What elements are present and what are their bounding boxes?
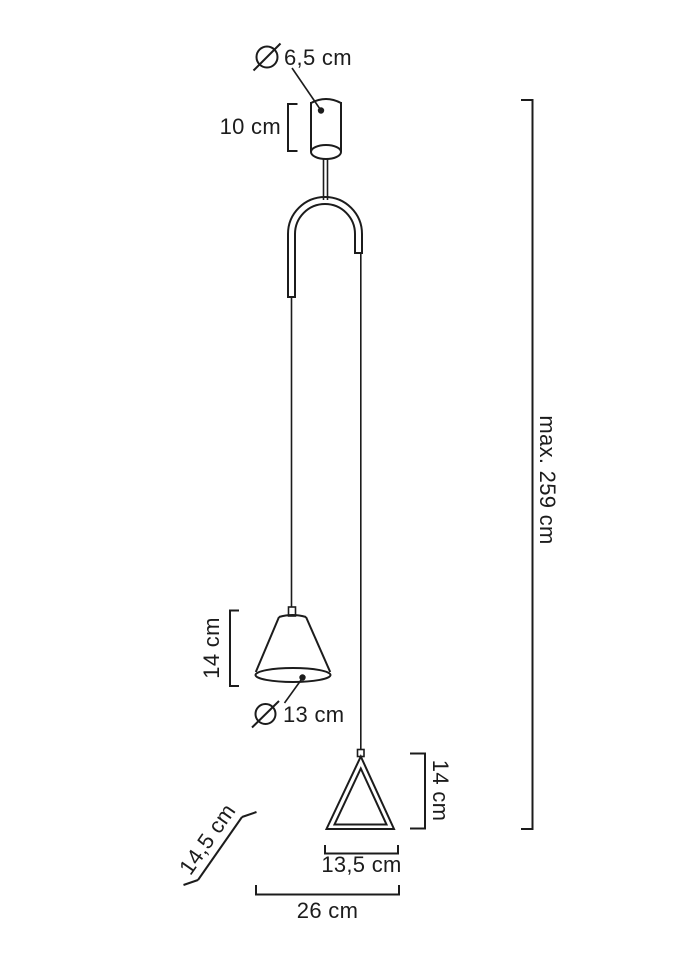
canopy-diameter-dimension [254, 44, 352, 114]
shade-depth-dimension [174, 799, 256, 885]
canopy-diameter-label: 6,5 cm [284, 45, 352, 70]
max-height-bracket [521, 100, 533, 829]
depth-top-tick [242, 812, 257, 817]
max-height-label: max. 259 cm [535, 415, 560, 545]
triangle-height-bracket [410, 754, 425, 829]
shade-depth-label: 14,5 cm [174, 799, 241, 880]
cone-height-dimension [199, 611, 239, 687]
ceiling-canopy [311, 99, 341, 159]
cone-height-bracket [230, 611, 239, 687]
canopy-height-label: 10 cm [219, 114, 281, 139]
diameter-icon [252, 701, 279, 728]
cone-leader-dot [299, 674, 305, 680]
total-width-label: 26 cm [296, 898, 359, 923]
triangle-width-dimension [321, 845, 401, 877]
canopy-height-bracket [288, 104, 298, 151]
canopy-leader-dot [318, 107, 324, 113]
diameter-icon [254, 44, 281, 71]
hook-arm [288, 197, 362, 297]
cone-right-side [306, 617, 330, 672]
max-height-dimension [521, 100, 560, 829]
cone-left-side [256, 617, 279, 672]
total-width-dimension [256, 885, 399, 923]
cone-bottom-ellipse [256, 668, 331, 682]
canopy-stem [324, 159, 328, 200]
triangle-height-dimension [410, 754, 453, 829]
canopy-height-dimension [220, 104, 298, 151]
canopy-bottom-ellipse [311, 145, 341, 159]
cone-diameter-label: 13 cm [283, 702, 345, 727]
cone-shade [256, 607, 331, 682]
cone-height-label: 14 cm [199, 617, 224, 679]
canopy-leader-line [292, 68, 320, 109]
triangle-width-label: 13,5 cm [321, 852, 402, 877]
depth-bottom-tick [184, 880, 199, 885]
triangle-shade [327, 750, 395, 830]
triangle-height-label: 14 cm [428, 759, 453, 822]
total-width-bracket [256, 885, 399, 895]
